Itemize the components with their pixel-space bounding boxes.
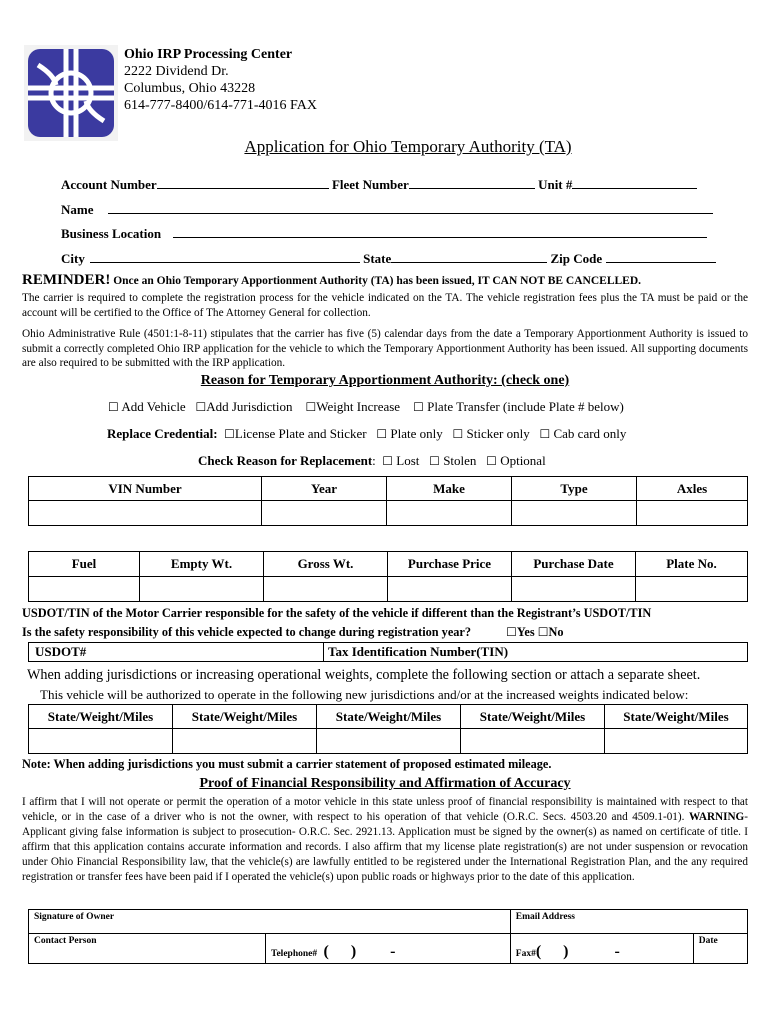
- option-cab-card-only: Cab card only: [553, 426, 627, 441]
- header-axles: Axles: [637, 477, 748, 501]
- account-number-field[interactable]: [157, 176, 329, 189]
- header-state-weight-miles-2: State/Weight/Miles: [173, 705, 317, 729]
- option-add-vehicle: Add Vehicle: [121, 399, 186, 414]
- email-address-cell[interactable]: Email Address: [510, 910, 747, 934]
- vehicle-table-2: [28, 551, 748, 602]
- option-plate-only: Plate only: [390, 426, 443, 441]
- purchase-price-cell[interactable]: [388, 577, 512, 602]
- business-location-field[interactable]: [173, 225, 707, 238]
- checkbox-plate-only[interactable]: ☐: [376, 427, 388, 441]
- header-state-weight-miles-5: State/Weight/Miles: [605, 705, 748, 729]
- year-cell[interactable]: [262, 501, 387, 526]
- reminder-paragraph-1: The carrier is required to complete the registration process for the vehicle indicated on the TA. The vehicle registration fees plus the TA must be paid or the account will be certified to the Office of The Attorney General for collection.: [22, 292, 748, 319]
- jurisdiction-cell-3[interactable]: [317, 729, 461, 754]
- reminder-text: Once an Ohio Temporary Apportionment Authority (TA) has been issued, IT CAN NOT BE CANCELLED.: [113, 275, 642, 287]
- header-purchase-date: Purchase Date: [512, 552, 636, 577]
- account-row: [61, 176, 697, 193]
- jurisdiction-cell-4[interactable]: [461, 729, 605, 754]
- header-type: Type: [512, 477, 637, 501]
- checkbox-add-jurisdiction[interactable]: ☐: [195, 400, 207, 414]
- usdot-table: [28, 642, 748, 662]
- checkbox-no[interactable]: ☐: [537, 625, 549, 639]
- purchase-date-cell[interactable]: [512, 577, 636, 602]
- jurisdictions-heading: When adding jurisdictions or increasing operational weights, complete the following section or attach a separate sheet.: [27, 667, 701, 683]
- fuel-cell[interactable]: [29, 577, 140, 602]
- fax-cell[interactable]: Fax#( ) -: [510, 934, 693, 964]
- header-vin: VIN Number: [29, 477, 262, 501]
- checkbox-yes[interactable]: ☐: [506, 625, 517, 639]
- signature-table: [28, 909, 748, 964]
- vehicle-table: [28, 476, 748, 526]
- make-cell[interactable]: [387, 501, 512, 526]
- replacement-reason-label: Check Reason for Replacement: [198, 453, 373, 468]
- checkbox-plate-transfer[interactable]: ☐: [413, 400, 424, 414]
- warning-label: WARNING: [688, 811, 745, 823]
- usdot-line-2: [22, 625, 564, 640]
- safety-question: Is the safety responsibility of this vehicle expected to change during registration year?: [22, 625, 472, 639]
- header-gross-wt: Gross Wt.: [264, 552, 388, 577]
- jurisdiction-cell-2[interactable]: [173, 729, 317, 754]
- jurisdiction-cell-5[interactable]: [605, 729, 748, 754]
- replace-credential-row: [107, 426, 626, 442]
- business-location-row: [61, 225, 707, 242]
- header-empty-wt: Empty Wt.: [140, 552, 264, 577]
- reason-options: [108, 399, 624, 415]
- vin-cell[interactable]: [29, 501, 262, 526]
- checkbox-cab-card-only[interactable]: ☐: [539, 427, 551, 441]
- header-make: Make: [387, 477, 512, 501]
- jurisdictions-note: Note: When adding jurisdictions you must submit a carrier statement of proposed estimated mileage.: [22, 757, 552, 771]
- zip-label: Zip Code: [550, 251, 603, 266]
- name-label: Name: [61, 202, 94, 217]
- option-license-plate-sticker: License Plate and Sticker: [234, 426, 367, 441]
- date-cell[interactable]: Date: [693, 934, 747, 964]
- name-field[interactable]: [108, 201, 713, 214]
- jurisdictions-table: [28, 704, 748, 754]
- type-cell[interactable]: [512, 501, 637, 526]
- checkbox-stolen[interactable]: ☐: [429, 454, 440, 468]
- city-label: City: [61, 251, 85, 266]
- tin-cell[interactable]: Tax Identification Number(TIN): [324, 643, 748, 662]
- header-fuel: Fuel: [29, 552, 140, 577]
- unit-label: Unit #: [538, 177, 573, 192]
- header-state-weight-miles-1: State/Weight/Miles: [29, 705, 173, 729]
- proof-heading: Proof of Financial Responsibility and Affirmation of Accuracy: [199, 776, 571, 791]
- unit-field[interactable]: [572, 176, 697, 189]
- fleet-number-field[interactable]: [409, 176, 535, 189]
- org-name: Ohio IRP Processing Center: [124, 47, 293, 62]
- reason-heading: Reason for Temporary Apportionment Authority: (check one): [200, 373, 570, 388]
- checkbox-sticker-only[interactable]: ☐: [452, 427, 464, 441]
- header-purchase-price: Purchase Price: [388, 552, 512, 577]
- ohio-irp-logo-icon: [24, 45, 118, 141]
- option-lost: Lost: [396, 453, 420, 468]
- checkbox-add-vehicle[interactable]: ☐: [108, 400, 119, 414]
- option-stolen: Stolen: [443, 453, 477, 468]
- header-state-weight-miles-4: State/Weight/Miles: [461, 705, 605, 729]
- city-row: [61, 250, 716, 267]
- zip-field[interactable]: [606, 250, 716, 263]
- plate-no-cell[interactable]: [636, 577, 748, 602]
- jurisdictions-subheading: This vehicle will be authorized to operate in the following new jurisdictions and/or at the increased weights indicated below:: [40, 687, 689, 702]
- state-label: State: [363, 251, 392, 266]
- header-address: [124, 46, 317, 114]
- usdot-number-cell[interactable]: USDOT#: [29, 643, 324, 662]
- proof-text: I affirm that I will not operate or permit the operation of a motor vehicle in this state unless proof of financial responsibility is maintained with respect to that vehicle, or in the case of a driver who is not the owner, with respect to his operation of that vehicle (O.R.C. Secs. 4503.20 and 4509.1-01). WARNING- Applicant giving false information is subject to prosecution- O.R.C. Sec. 2921.13. Application must be signed by the owner(s) as named on certificate of title. I affirm that this application contains accurate information and records. I also affirm that my license plate registration(s) are not under suspension or revocation under Ohio Financial Responsibility law, that the vehicle(s) are lawfully entitled to be registered under the International Registration Plan, and the any required registration or transfer fees have been paid if I operated the vehicle(s) upon public roads or highways prior to the date of this application.: [22, 796, 748, 883]
- option-add-jurisdiction: Add Jurisdiction: [206, 399, 293, 414]
- name-row: [61, 201, 713, 218]
- checkbox-optional[interactable]: ☐: [486, 454, 497, 468]
- option-weight-increase: Weight Increase: [316, 399, 401, 414]
- business-location-label: Business Location: [61, 226, 162, 241]
- reminder-label: REMINDER!: [22, 272, 111, 288]
- fleet-number-label: Fleet Number: [331, 177, 409, 192]
- option-optional: Optional: [500, 453, 546, 468]
- street-address: 2222 Dividend Dr.: [124, 64, 229, 79]
- gross-wt-cell[interactable]: [264, 577, 388, 602]
- option-plate-transfer: Plate Transfer (include Plate # below): [427, 399, 624, 414]
- city-address: Columbus, Ohio 43228: [124, 81, 256, 96]
- jurisdiction-cell-1[interactable]: [29, 729, 173, 754]
- option-sticker-only: Sticker only: [466, 426, 530, 441]
- state-field[interactable]: [391, 250, 547, 263]
- usdot-line-1: USDOT/TIN of the Motor Carrier responsible for the safety of the vehicle if different than the Registrant’s USDOT/TIN: [22, 606, 652, 620]
- header-plate-no: Plate No.: [636, 552, 748, 577]
- contact-person-cell[interactable]: Contact Person: [29, 934, 266, 964]
- page-title: Application for Ohio Temporary Authority (TA): [244, 137, 572, 156]
- option-yes: Yes: [516, 625, 535, 639]
- checkbox-lost[interactable]: ☐: [382, 454, 394, 468]
- checkbox-license-plate-sticker[interactable]: ☐: [224, 427, 235, 441]
- header-state-weight-miles-3: State/Weight/Miles: [317, 705, 461, 729]
- phone-fax: 614-777-8400/614-771-4016 FAX: [124, 98, 318, 113]
- city-field[interactable]: [90, 250, 360, 263]
- reminder-line: [22, 272, 641, 289]
- signature-owner-cell[interactable]: Signature of Owner: [29, 910, 511, 934]
- empty-wt-cell[interactable]: [140, 577, 264, 602]
- telephone-cell[interactable]: Telephone# ( ) -: [266, 934, 511, 964]
- account-number-label: Account Number: [61, 177, 157, 192]
- header-year: Year: [262, 477, 387, 501]
- axles-cell[interactable]: [637, 501, 748, 526]
- checkbox-weight-increase[interactable]: ☐: [305, 400, 317, 414]
- replace-credential-label: Replace Credential:: [107, 426, 218, 441]
- replacement-reason-row: Check Reason for Replacement: ☐ Lost ☐ Stolen ☐ Optional: [198, 453, 546, 468]
- option-no: No: [548, 625, 564, 639]
- reminder-paragraph-2: Ohio Administrative Rule (4501:1-8-11) stipulates that the carrier has five (5) calendar days from the date a Temporary Apportionment Authority is issued to submit a correctly completed Ohio IRP application for the vehicle to which the Temporary Apportionment Authority has been issued. All supporting documents are also required to be submitted with the IRP application.: [22, 328, 748, 369]
